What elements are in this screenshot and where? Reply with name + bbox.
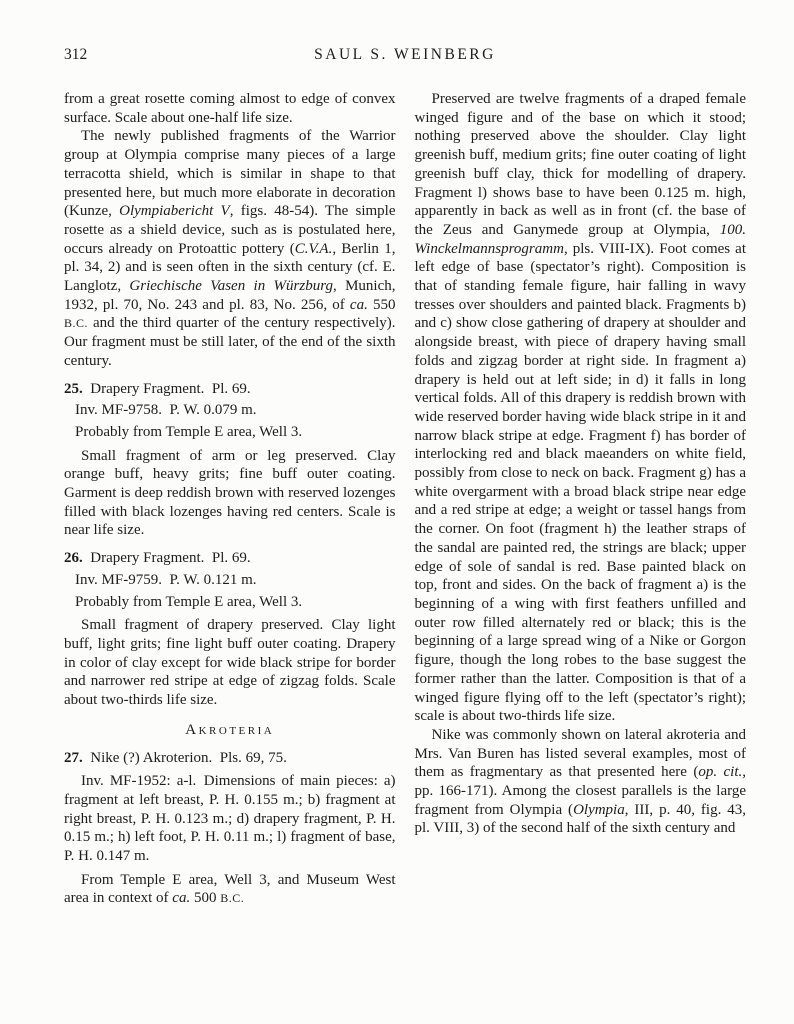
entry-26-description: Small fragment of drapery preserved. Clay light buff, light grits; fine light buff outer coating. Drapery in color of clay except for wide black stripe for border and narrower red stripe at edge of zigzag folds. Scale about two-thirds life size.: [64, 617, 396, 709]
text-columns: [64, 90, 746, 908]
nike-parallels-paragraph: Nike was commonly shown on lateral akroteria and Mrs. Van Buren has listed several examples, most of them as fragmentary as that presented here (op. cit., pp. 166-171). Among the closest parallels is the large fragment from Olympia (Olympia, III, p. 40, fig. 43, pl. VIII, 3) of the second half of the sixth century and: [414, 726, 746, 837]
entry-25-provenance: Probably from Temple E area, Well 3.: [75, 423, 303, 440]
left-column: [64, 90, 396, 908]
entry-26-inventory: Inv. MF-9759. P. W. 0.121 m.: [75, 571, 257, 588]
entry-27-provenance: From Temple E area, Well 3, and Museum West area in context of ca. 500 B.C.: [64, 871, 396, 907]
page-header: [64, 46, 746, 90]
entry-27-dimensions: Inv. MF-1952: a-l. Dimensions of main pieces: a) fragment at left breast, P. H. 0.155 m.; b) fragment at right breast, P. H. 0.123 m.; d) drapery fragment, P. H. 0.15 m.; h) left foot, P. H. 0.11 m.; l) fragment of base, P. H. 0.147 m.: [64, 773, 396, 865]
right-column: [415, 90, 747, 908]
warrior-group-paragraph: The newly published fragments of the Warrior group at Olympia comprise many pieces of a large terracotta shield, which is similar in shape to that presented here, but much more elaborate in decoration (Kunze, Olympiabericht V, figs. 48-54). The simple rosette as a shield device, such as is postulated here, occurs already on Protoattic pottery (C.V.A., Berlin 1, pl. 34, 2) and is seen often in the sixth century (cf. E. Langlotz, Griechische Vasen in Würzburg, Munich, 1932, pl. 70, No. 243 and pl. 83, No. 256, of ca. 550 B.C. and the third quarter of the century respectively). Our fragment must be still later, of the end of the sixth century.: [64, 128, 396, 369]
running-title: SAUL S. WEINBERG: [314, 46, 496, 63]
entry-27-heading: 27. Nike (?) Akroterion. Pls. 69, 75.: [64, 749, 287, 766]
entry-26-heading: 26. Drapery Fragment. Pl. 69.: [64, 550, 251, 567]
preserved-fragments-paragraph: Preserved are twelve fragments of a draped female winged figure and of the base on which it stood; nothing preserved above the shoulder. Clay light greenish buff, medium grits; fine outer coating of light greenish buff clay, thick for modelling of drapery. Fragment l) shows base to have been 0.125 m. high, apparently in back as well as in front (cf. the base of the Zeus and Ganymede group at Olympia, 100. Winckelmannsprogramm, pls. VIII-IX). Foot comes at left edge of base (spectator’s right). Composition is that of standing female figure, hair falling in wavy tresses over shoulders and painted black. Fragments b) and c) show close gathering of drapery at shoulder and alongside breast, with piece of drapery having small folds and zigzag border at right side. In fragment a) drapery is held out at left side; in d) it falls in long vertical folds. All of this drapery is reddish brown with wide reserved border having wide black stripe in it and narrow black stripe at edge. Fragment f) has border of interlocking red and black maeanders on white field, possibly from close to neck on back. Fragment g) has a white overgarment with a broad black stripe near edge and a red stripe at edge; a weight or tassel hangs from the corner. On foot (fragment h) the leather straps of the sandal are painted red, the strings are black; upper edge of sole of sandal is red. Base painted black on top, front and sides. On the back of fragment a) is the beginning of a wing with first feathers unfilled and outer row filled alternately red or black; this is the beginning of a large spread wing of a Nike or Gorgon figure, though the long robes to the base suggest the former rather than the latter. Composition is that of a winged figure flying off to the left (spectator’s right); scale is about two-thirds life size.: [414, 91, 746, 725]
entry-25-inventory: Inv. MF-9758. P. W. 0.079 m.: [75, 402, 257, 419]
continuation-paragraph: from a great rosette coming almost to edge of convex surface. Scale about one-half life size.: [64, 91, 396, 126]
entry-25-description: Small fragment of arm or leg preserved. Clay orange buff, heavy grits; fine buff outer coating. Garment is deep reddish brown with reserved lozenges filled with black lozenges having red centers. Scale is near life size.: [64, 447, 396, 539]
entry-25-heading: 25. Drapery Fragment. Pl. 69.: [64, 380, 251, 397]
entry-26-provenance: Probably from Temple E area, Well 3.: [75, 593, 303, 610]
page-number: 312: [64, 46, 88, 63]
section-heading-akroteria: Akroteria: [185, 721, 275, 738]
